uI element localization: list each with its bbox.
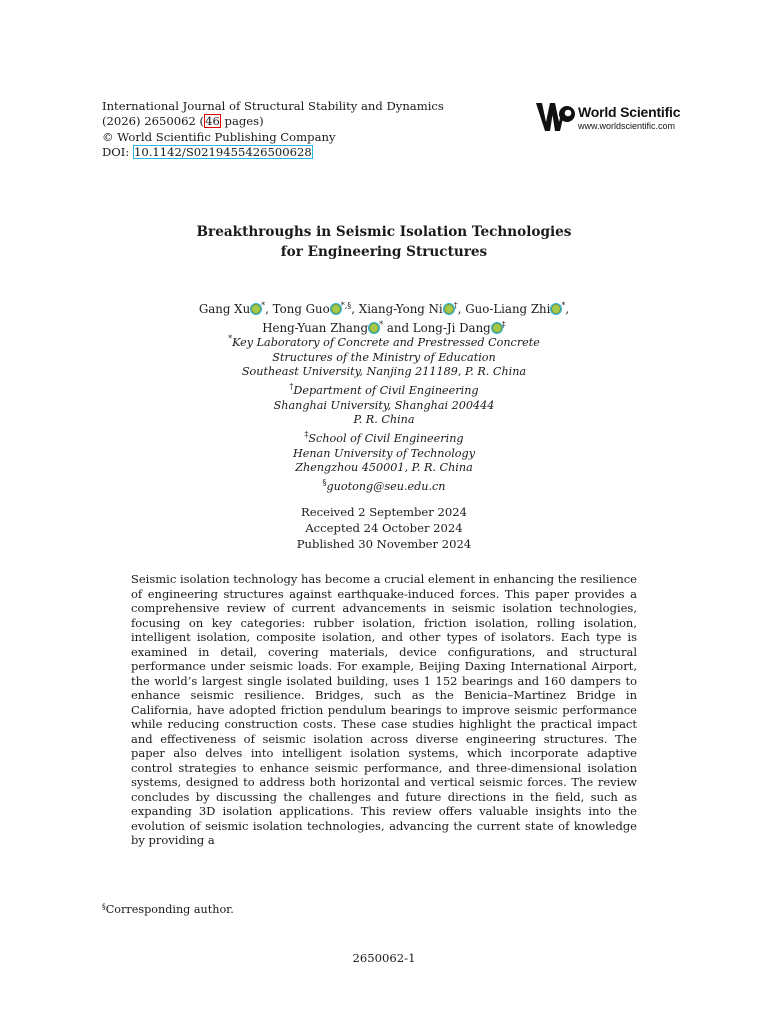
orcid-icon[interactable] (331, 304, 341, 314)
author-name: Heng-Yuan Zhang (262, 321, 369, 335)
affiliation-mark: ‡ (304, 430, 309, 439)
doi-link[interactable]: 10.1142/S0219455426500628 (133, 145, 312, 160)
received-date: Received 2 September 2024 (301, 505, 467, 519)
author-mark: * (379, 320, 384, 329)
publisher-url[interactable]: www.worldscientific.com (578, 121, 676, 131)
orcid-icon[interactable] (444, 304, 454, 314)
world-scientific-mark-icon (535, 100, 575, 134)
doi-line (102, 145, 444, 160)
pages-count-link[interactable]: 46 (205, 114, 220, 129)
title-line-2: for Engineering Structures (280, 244, 488, 260)
corresponding-email[interactable]: guotong@seu.edu.cn (326, 479, 446, 493)
affiliation-line: Henan University of Technology (292, 446, 476, 460)
author-name: Tong Guo (272, 302, 330, 316)
author-mark: *,§ (340, 301, 352, 310)
orcid-icon[interactable] (251, 304, 261, 314)
author-name: Long-Ji Dang (412, 321, 491, 335)
world-scientific-logo (535, 100, 705, 136)
author-mark: ‡ (501, 320, 506, 329)
affiliation-3 (0, 428, 768, 494)
author-mark: * (261, 301, 266, 310)
copyright-line: © World Scientific Publishing Company (102, 129, 336, 144)
abstract-text: Seismic isolation technology has become a crucial element in enhancing the resilience of engineering structures against earthquake-induced forces. This paper provides a comprehensive review of current advancements in seismic isolation technologies, focusing on key categories: rubber isolation, friction isolation, rolling isolation, intelligent isolation, composite isolation, and other types of isolators. Each type is examined in detail, covering materials, device configurations, and structural performance under seismic loads. For example, Beijing Daxing International Airport, the world’s largest single isolated building, uses 1 152 bearings and 160 dampers to enhance seismic resilience. Bridges, such as the Benicia–Martinez Bridge in California, have adopted friction pendulum bearings to improve seismic performance while reducing construction costs. These case studies highlight the practical impact and effectiveness of seismic isolation across diverse engineering structures. The paper also delves into intelligent isolation systems, which incorporate adaptive control strategies to enhance seismic performance, and three-dimensional isolation systems, designed to address both horizontal and vertical seismic forces. The review concludes by discussing the challenges and future directions in the field, such as expanding 3D isolation applications. This review offers valuable insights into the evolution of seismic isolation technologies, advancing the current state of knowledge by providing a (131, 572, 637, 847)
issue-prefix: (2026) 2650062 ( (102, 114, 205, 129)
orcid-icon[interactable] (551, 304, 561, 314)
issue-suffix: pages) (220, 114, 264, 129)
author-name: Gang Xu (198, 302, 251, 316)
publisher-name: World Scientific (578, 104, 681, 120)
author-list (0, 298, 768, 336)
affiliation-line: Southeast University, Nanjing 211189, P. R. China (241, 365, 527, 379)
affiliation-line: P. R. China (353, 413, 415, 427)
doi-label: DOI: (102, 145, 133, 160)
author-name: Guo-Liang Zhi (465, 302, 551, 316)
author-mark: † (453, 301, 458, 310)
author-line-1: Gang Xu *, Tong Guo *,§, Xiang-Yong Ni †, Guo-Liang Zhi *, (198, 301, 570, 316)
title-line-1: Breakthroughs in Seismic Isolation Technologies (196, 224, 572, 240)
affiliation-mark: † (289, 382, 294, 391)
affiliation-line: School of Civil Engineering (308, 432, 464, 445)
publication-dates (0, 504, 768, 552)
journal-header (102, 99, 444, 161)
page-number: 2650062-1 (352, 951, 416, 965)
affiliation-line: Structures of the Ministry of Education (272, 350, 496, 364)
authors-and: and (386, 321, 410, 335)
affiliation-2 (0, 380, 768, 428)
footnote (102, 902, 234, 916)
affiliation-mark: * (228, 334, 233, 343)
paper-title (0, 222, 768, 262)
affiliation-line: Shanghai University, Shanghai 200444 (273, 398, 495, 412)
footnote-text: Corresponding author. (105, 903, 234, 916)
journal-name: International Journal of Structural Stability and Dynamics (102, 99, 444, 113)
affiliation-1 (0, 332, 768, 380)
footnote-mark: § (102, 902, 106, 911)
published-date: Published 30 November 2024 (296, 537, 472, 551)
author-name: Xiang-Yong Ni (358, 302, 443, 316)
author-mark: * (561, 301, 566, 310)
affiliation-line: Key Laboratory of Concrete and Prestressed Concrete (232, 336, 540, 349)
email-mark: § (322, 477, 327, 487)
issue-line (102, 114, 444, 129)
affiliation-line: Zhengzhou 450001, P. R. China (295, 461, 473, 475)
affiliation-line: Department of Civil Engineering (293, 384, 479, 397)
accepted-date: Accepted 24 October 2024 (305, 521, 463, 535)
abstract (131, 572, 637, 848)
